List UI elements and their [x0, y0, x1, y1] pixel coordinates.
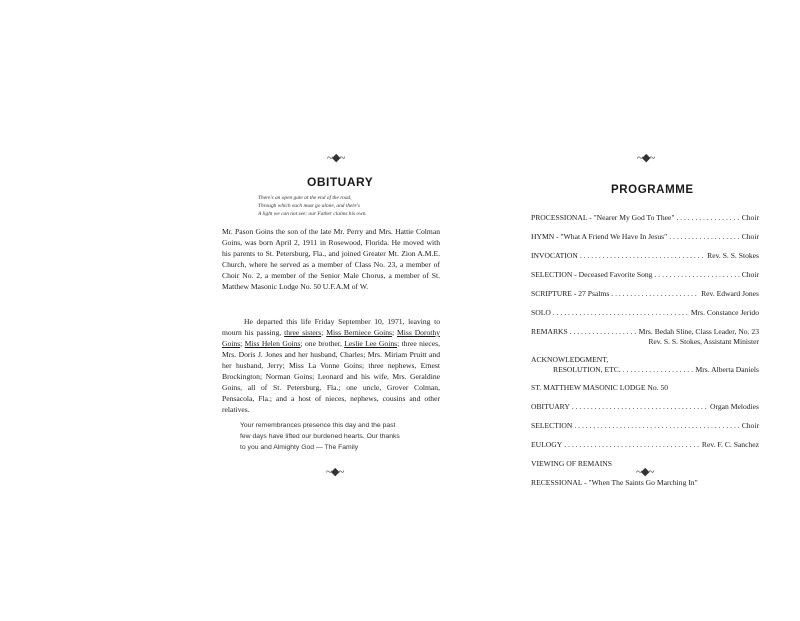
programme-page: [400, 0, 800, 621]
acknowledgment-heading: ACKNOWLEDGMENT,: [531, 355, 609, 364]
item-participant: Rev. F. C. Sanchez: [701, 440, 759, 449]
programme-item: [531, 364, 759, 375]
item-title: PROCESSIONAL - "Nearer My God To Thee": [531, 213, 675, 222]
survivors-text: ;: [321, 328, 324, 337]
item-title: INVOCATION: [531, 251, 578, 260]
item-title: HYMN - "What A Friend We Have In Jesus": [531, 232, 668, 241]
dot-leader: [623, 364, 694, 375]
survivors-text: ;: [240, 339, 243, 348]
survivors-underlined: Miss Berniece Goins: [326, 328, 392, 337]
programme-item: [531, 250, 759, 261]
survivors-underlined: Leslie Lee Goins: [344, 339, 398, 348]
item-participant: Mrs. Constance Jerido: [690, 308, 759, 317]
survivors-underlined: Miss Dorothy Goins: [222, 328, 441, 348]
thanks-line: few days have lifted our burdened hearts. Our thanks: [240, 433, 400, 440]
item-participant: Choir: [741, 270, 759, 279]
item-participant: Rev. Edward Jones: [701, 289, 759, 298]
item-title: OBITUARY: [531, 402, 570, 411]
survivors-text: ; three nieces, Mrs. Doris J. Jones and her husband, Charles; Mrs. Miriam Pruitt and her husband, Jerry; Miss La Vonne Goins; three nephews, Ernest Brockington; Norman Goins; Leonard and his wife, Mrs. Geraldine Goins, all of St. Petersburg, Fla.; one uncle, Grover Colman, Pensacola, Fla.; and a host of nieces, nephews, cousins and other relatives.: [222, 339, 440, 414]
programme-item: [531, 231, 759, 242]
dot-leader: [654, 269, 739, 280]
dot-leader: [676, 212, 739, 223]
dot-leader: [564, 439, 700, 450]
dot-leader: [580, 250, 705, 261]
obituary-title: OBITUARY: [307, 175, 374, 189]
survivors-underlined: three sisters: [284, 328, 322, 337]
item-title: SELECTION: [531, 421, 573, 430]
item-title: EULOGY: [531, 440, 563, 449]
programme-item: [531, 307, 759, 318]
lodge-heading: ST. MATTHEW MASONIC LODGE No. 50: [531, 383, 669, 392]
item-title: SOLO: [531, 308, 551, 317]
item-participant: Rev. S. S. Stokes: [707, 251, 759, 260]
item-title: RESOLUTION, ETC.: [553, 365, 621, 374]
item-participant: Choir: [741, 421, 759, 430]
dot-leader: [574, 420, 739, 431]
poem-line: A light we can not see: our Father claims his own.: [258, 211, 367, 217]
viewing-of-remains: VIEWING OF REMAINS: [531, 459, 612, 468]
programme-item: [531, 269, 759, 280]
poem-line: Through which each must go alone, and there's: [258, 203, 360, 209]
survivors-text: ;: [391, 328, 395, 337]
item-participant: Mrs. Alberta Daniels: [695, 365, 759, 374]
ornament-flourish: ~◆~: [327, 152, 345, 164]
remarks-second-line: Rev. S. S. Stokes, Assistant Minister: [648, 337, 759, 346]
recessional: RECESSIONAL - "When The Saints Go Marching In": [531, 478, 698, 487]
survivors-underlined: Miss Helen Goins: [244, 339, 301, 348]
poem: [258, 194, 367, 218]
programme-title: PROGRAMME: [611, 184, 694, 196]
thanks-line: to you and Almighty God — The Family: [240, 444, 359, 451]
dot-leader: [570, 326, 637, 337]
biography-paragraph: Mr. Pason Goins the son of the late Mr. Perry and Mrs. Hattie Colman Goins, was born April 2, 1911 in Rosewood, Florida. He moved with his parents to St. Petersburg, Fla., and joined Greater Mt. Zion A.M.E. Church, where he served as a member of Class No. 23, a member of Choir No. 2, a member of the Senior Male Chorus, a member of St. Matthew Masonic Lodge No. 50 U.F.A.M of W.: [222, 227, 440, 291]
item-title: REMARKS: [531, 327, 568, 336]
ornament-flourish: ~◆~: [637, 152, 655, 164]
item-title: SELECTION - Deceased Favorite Song: [531, 270, 653, 279]
dot-leader: [553, 307, 689, 318]
poem-line: There's an open gate at the end of the road,: [258, 195, 352, 201]
programme-item: [531, 439, 759, 450]
programme-item: [531, 401, 759, 412]
ornament-flourish: ~◆~: [326, 466, 344, 478]
ornament-flourish: ~◆~: [636, 466, 654, 478]
dot-leader: [572, 401, 708, 412]
item-participant: Choir: [741, 232, 759, 241]
survivors-text: He departed this life Friday September 10, 1971, leaving to mourn his passing,: [222, 317, 440, 337]
programme-list: [531, 212, 759, 488]
item-title: SCRIPTURE - 27 Psalms: [531, 289, 610, 298]
item-participant: Mrs. Bedah Sline, Class Leader, No. 23: [638, 327, 759, 336]
programme-item: [531, 326, 759, 337]
thanks-line: Your remembrances presence this day and the past: [240, 422, 396, 429]
item-participant: Organ Melodies: [710, 402, 759, 411]
programme-item: [531, 288, 759, 299]
dot-leader: [669, 231, 739, 242]
programme-item: [531, 420, 759, 431]
dot-leader: [611, 288, 699, 299]
item-participant: Choir: [741, 213, 759, 222]
survivors-text: ; one brother,: [300, 339, 342, 348]
programme-item: [531, 212, 759, 223]
